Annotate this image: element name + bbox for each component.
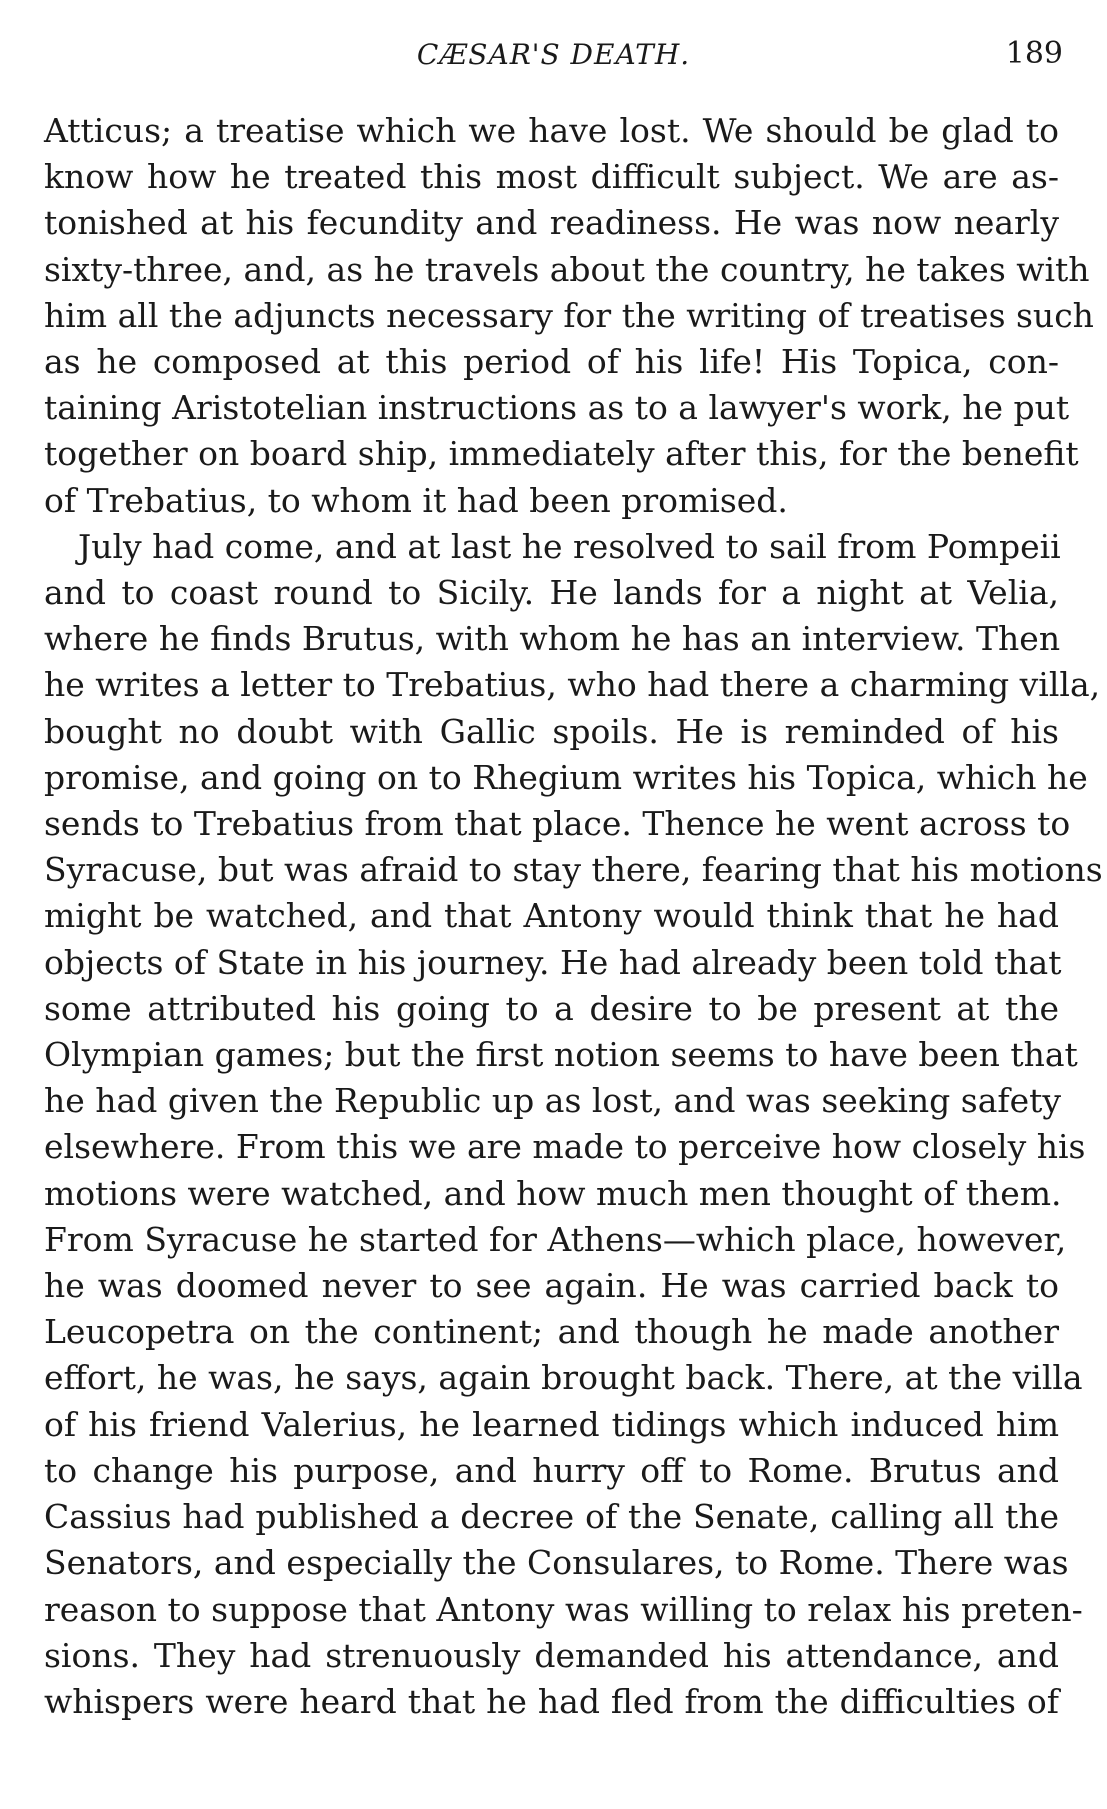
text-line: sends to Trebatius from that place. Thence he went across to bbox=[44, 804, 1071, 844]
page-number: 189 bbox=[1005, 36, 1063, 71]
text-line: promise, and going on to Rhegium writes his Topica, which he bbox=[44, 757, 1088, 797]
text-line: he was doomed never to see again. He was carried back to bbox=[44, 1266, 1059, 1306]
text-line: Olympian games; but the first notion seems to have been that bbox=[44, 1035, 1078, 1075]
text-line: he had given the Republic up as lost, and was seeking safety bbox=[44, 1081, 1062, 1121]
text-line: to change his purpose, and hurry off to Rome. Brutus and bbox=[44, 1450, 1059, 1490]
text-line: sixty-three, and, as he travels about the country, he takes with bbox=[44, 249, 1090, 289]
text-line: Atticus; a treatise which we have lost. We should be glad to bbox=[44, 111, 1059, 150]
text-line: reason to suppose that Antony was willing to relax his preten- bbox=[44, 1589, 1083, 1629]
text-line: where he finds Brutus, with whom he has an interview. Then bbox=[44, 619, 1061, 659]
text-line: Syracuse, but was afraid to stay there, fearing that his motions bbox=[44, 850, 1103, 890]
text-line: Leucopetra on the continent; and though he made another bbox=[44, 1312, 1059, 1352]
text-line: of Trebatius, to whom it had been promised. bbox=[44, 480, 788, 520]
body-text bbox=[44, 108, 1103, 1725]
text-line: tonished at his fecundity and readiness. He was now nearly bbox=[44, 203, 1059, 243]
text-line: motions were watched, and how much men thought of them. bbox=[44, 1173, 1062, 1213]
text-line: together on board ship, immediately after this, for the benefit bbox=[44, 434, 1079, 474]
text-line: elsewhere. From this we are made to perceive how closely his bbox=[44, 1127, 1086, 1167]
text-line: know how he treated this most difficult subject. We are as- bbox=[44, 157, 1059, 197]
text-line: Cassius had published a decree of the Senate, calling all the bbox=[44, 1497, 1059, 1537]
text-line: effort, he was, he says, again brought back. There, at the villa bbox=[44, 1358, 1083, 1398]
text-line: whispers were heard that he had fled from the difficulties of bbox=[44, 1681, 1059, 1721]
running-head bbox=[44, 38, 1063, 78]
running-title: CÆSAR'S DEATH. bbox=[416, 38, 691, 71]
text-line: might be watched, and that Antony would think that he had bbox=[44, 896, 1059, 936]
text-line: bought no doubt with Gallic spoils. He is reminded of his bbox=[44, 711, 1059, 751]
text-line: as he composed at this period of his life! His Topica, con- bbox=[44, 342, 1059, 382]
text-line: of his friend Valerius, he learned tidings which induced him bbox=[44, 1404, 1059, 1444]
text-line: From Syracuse he started for Athens—which place, however, bbox=[44, 1219, 1067, 1259]
text-line: sions. They had strenuously demanded his attendance, and bbox=[44, 1635, 1059, 1675]
text-line: and to coast round to Sicily. He lands for a night at Velia, bbox=[44, 573, 1059, 613]
text-line: he writes a letter to Trebatius, who had there a charming villa, bbox=[44, 665, 1101, 705]
text-line: Senators, and especially the Consulares, to Rome. There was bbox=[44, 1543, 1069, 1583]
text-line: some attributed his going to a desire to be present at the bbox=[44, 988, 1059, 1028]
text-line: taining Aristotelian instructions as to a lawyer's work, he put bbox=[44, 388, 1070, 428]
text-line: July had come, and at last he resolved to sail from Pompeii bbox=[78, 526, 1061, 566]
text-line: him all the adjuncts necessary for the writing of treatises such bbox=[44, 295, 1094, 335]
text-line: objects of State in his journey. He had already been told that bbox=[44, 942, 1062, 982]
